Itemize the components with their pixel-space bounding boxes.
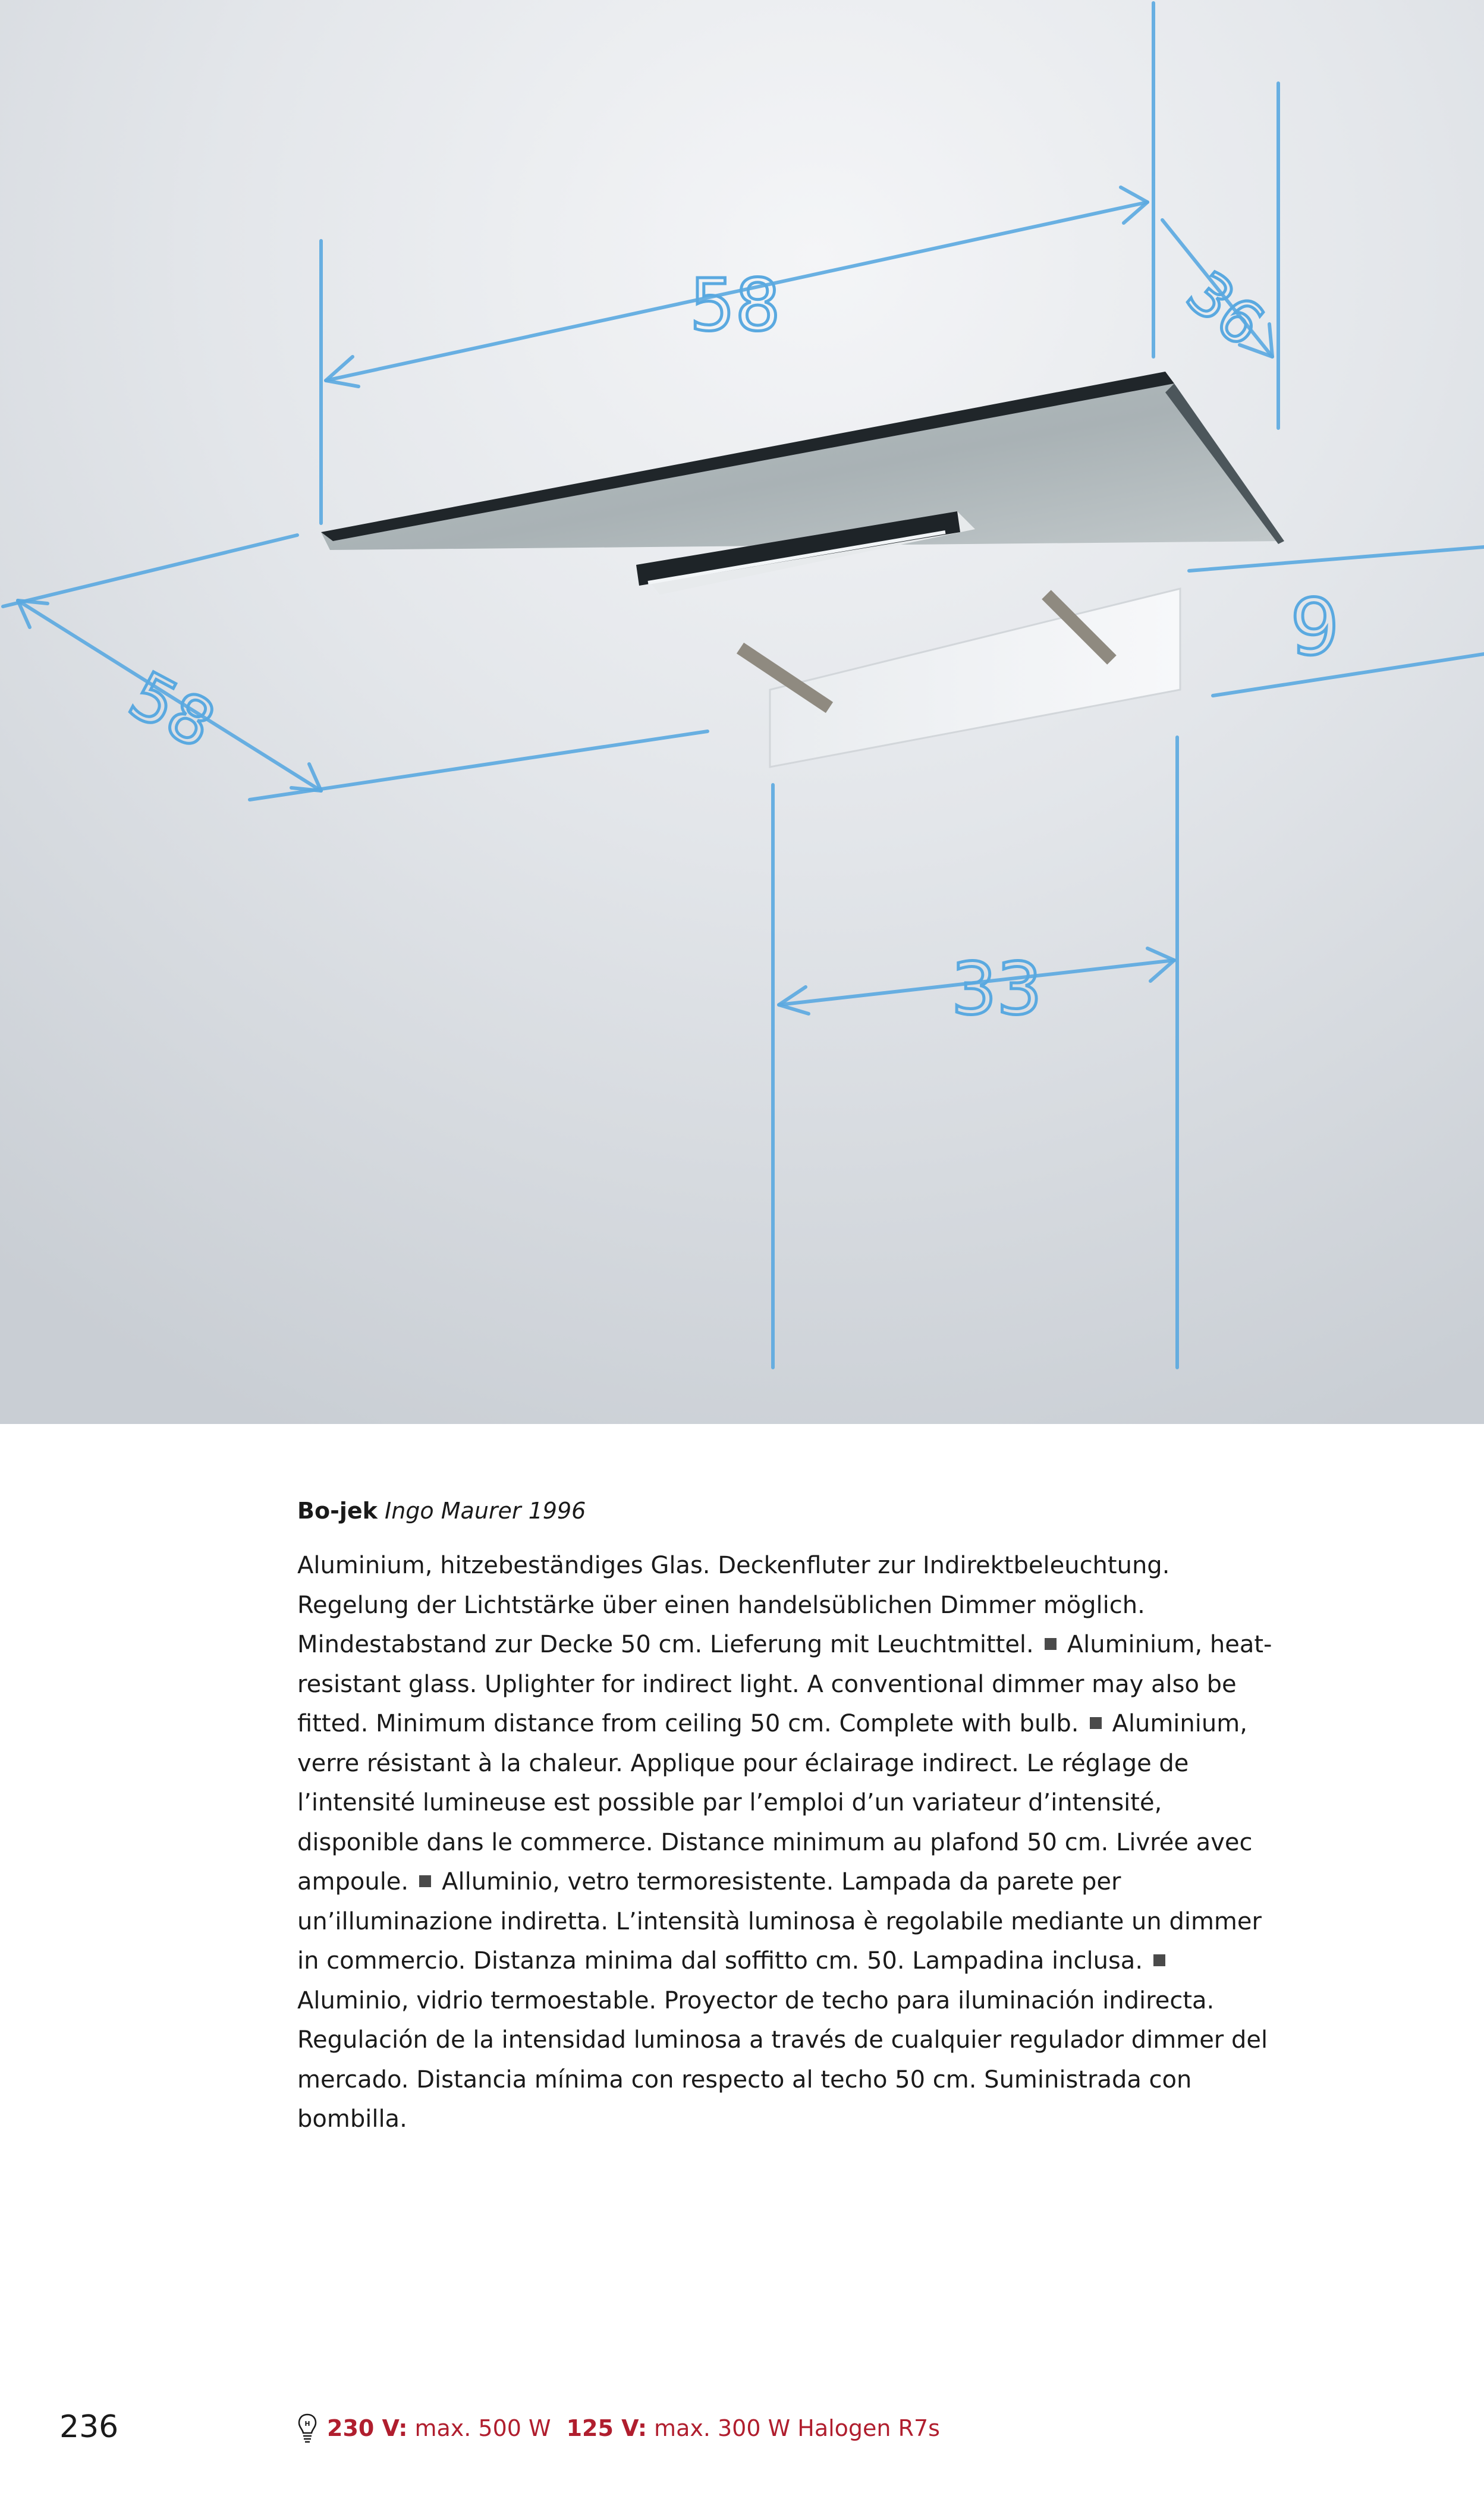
annotation-bottom-width: 33 <box>951 948 1042 1031</box>
separator-square-icon <box>1045 1638 1057 1650</box>
annotation-right-height: 9 <box>1290 582 1340 672</box>
spec-wattage-230: max. 500 W <box>414 2415 551 2441</box>
product-name: Bo-jek <box>297 1498 378 1524</box>
description-en: Aluminium, heat-resistant glass. Uplighter for indirect light. A conventional dimmer may also be fitted. Minimum distance from ceiling 50 cm. Complete with bulb. <box>297 1631 1272 1737</box>
svg-text:H: H <box>304 2420 310 2428</box>
spec-voltage-125: 125 V: <box>566 2415 647 2441</box>
description-fr: Aluminium, verre résistant à la chaleur. Applique pour éclairage indirect. Le réglage de l’intensité lumineuse est possible par l’emploi d’un variateur d’intensité, disponible dans le commerce. Distance minimum au plafond 50 cm. Livrée avec ampoule. <box>297 1710 1253 1895</box>
description-es: Aluminio, vidrio termoestable. Proyector de techo para iluminación indirecta. Regulación de la intensidad luminosa a través de cualquier regulador dimmer del mercado. Distancia mínima con respecto al techo 50 cm. Suministrada con bombilla. <box>297 1986 1268 2133</box>
spec-voltage-230: 230 V: <box>327 2415 408 2441</box>
separator-square-icon <box>1090 1717 1102 1729</box>
halogen-bulb-icon <box>297 2413 317 2444</box>
page-number: 236 <box>59 2409 119 2445</box>
product-description <box>297 1546 1272 2139</box>
description-de: Aluminium, hitzebeständiges Glas. Deckenfluter zur Indirektbeleuchtung. Regelung der Lichtstärke über einen handelsüblichen Dimmer möglich. Mindestabstand zur Decke 50 cm. Lieferung mit Leuchtmittel. <box>297 1552 1170 1658</box>
annotation-left-depth: 58 <box>117 656 227 763</box>
product-title <box>297 1495 586 1526</box>
spec-wattage-125: max. 300 W Halogen R7s <box>654 2415 940 2441</box>
annotation-top-depth: 36 <box>1174 257 1277 360</box>
description-it: Alluminio, vetro termoresistente. Lampada da parete per un’illuminazione indiretta. L’intensità luminosa è regolabile mediante un dimmer in commercio. Distanza minima dal soffitto cm. 50. Lampadina inclusa. <box>297 1868 1262 1975</box>
lamp-spec <box>297 2413 955 2444</box>
separator-square-icon <box>1153 1954 1165 1966</box>
separator-square-icon <box>419 1875 431 1887</box>
annotation-top-width: 58 <box>690 265 781 347</box>
product-designer-year: Ingo Maurer 1996 <box>385 1498 586 1524</box>
